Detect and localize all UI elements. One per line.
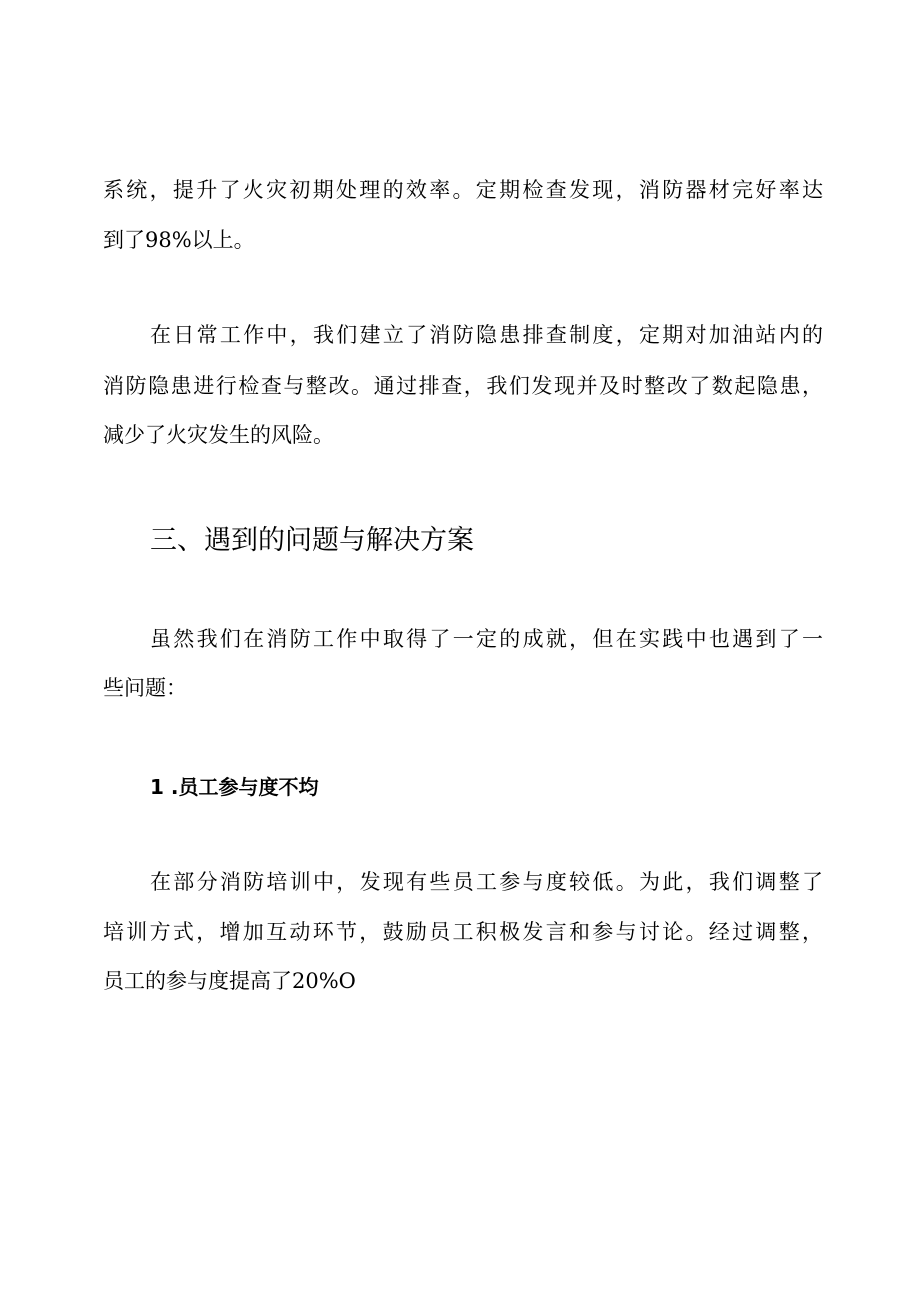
paragraph-line: 在日常工作中，我们建立了消防隐患排查制度，定期对加油站内的 <box>150 323 823 347</box>
paragraph-line: 员工的参与度提高了20%O <box>103 969 356 993</box>
paragraph-line: 消防隐患进行检查与整改。通过排查，我们发现并及时整改了数起隐患， <box>103 374 823 398</box>
paragraph-line: 培训方式，增加互动环节，鼓励员工积极发言和参与讨论。经过调整， <box>103 920 823 944</box>
paragraph-line: 系统，提升了火灾初期处理的效率。定期检查发现，消防器材完好率达 <box>103 178 823 202</box>
paragraph-line: 虽然我们在消防工作中取得了一定的成就，但在实践中也遇到了一 <box>150 627 823 651</box>
paragraph-line: 在部分消防培训中，发现有些员工参与度较低。为此，我们调整了 <box>150 870 823 894</box>
paragraph-line: 减少了火灾发生的风险。 <box>103 423 334 447</box>
subsection-heading: 1 .员工参与度不均 <box>150 775 319 799</box>
paragraph-line: 些问题： <box>103 676 187 700</box>
section-heading: 三、遇到的问题与解决方案 <box>150 525 474 556</box>
paragraph-line: 到了98%以上。 <box>103 228 255 252</box>
